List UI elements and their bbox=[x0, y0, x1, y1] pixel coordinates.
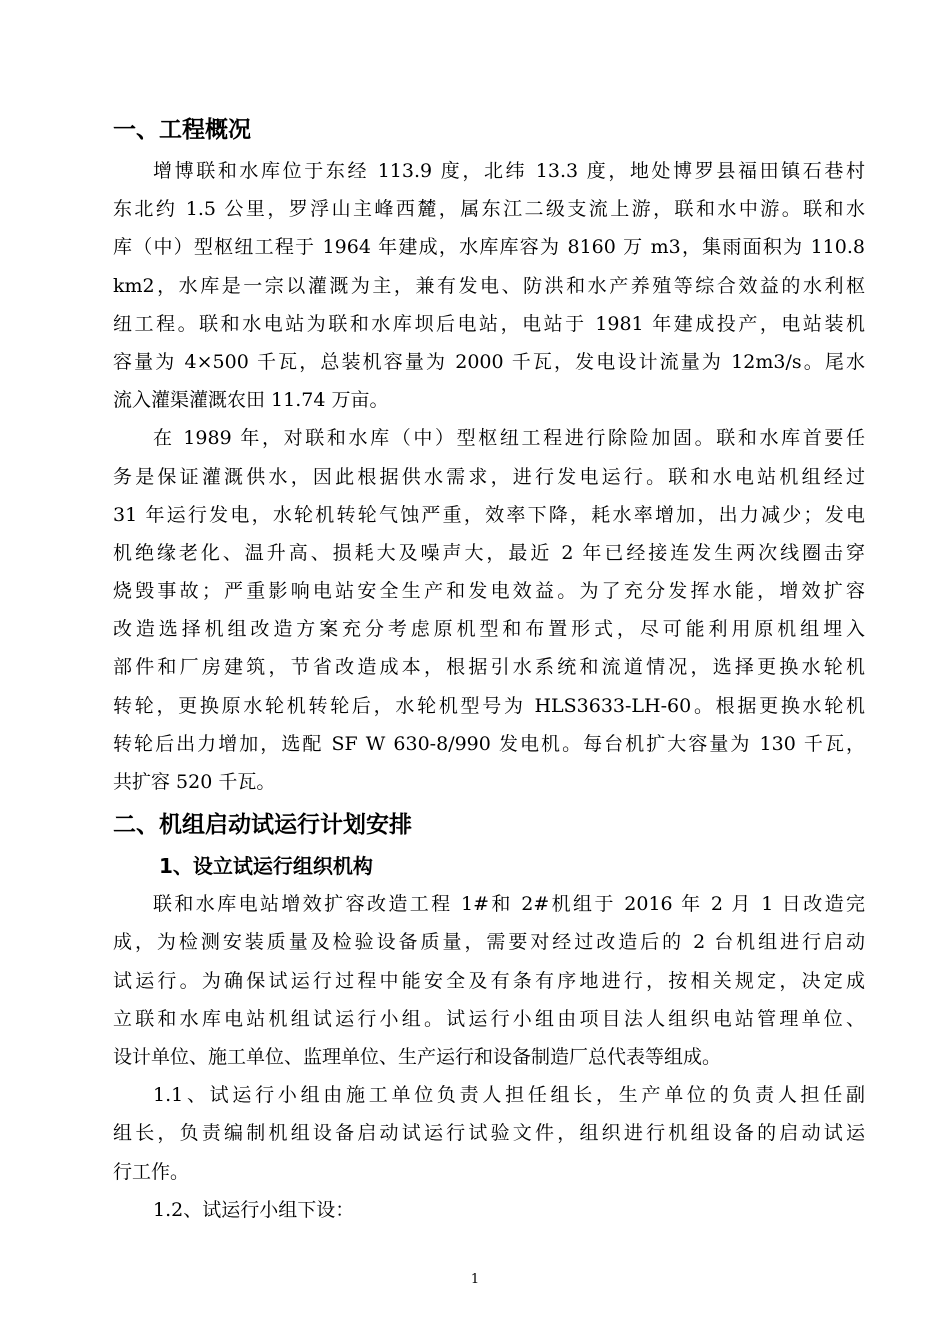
list-item-1-1 bbox=[113, 1076, 865, 1191]
text-line: 设计单位、施工单位、监理单位、生产运行和设备制造厂总代表等组成。 bbox=[113, 1045, 722, 1068]
text-line: 转轮后出力增加，选配 SF W 630-8/990 发电机。每台机扩大容量为 130 千瓦， bbox=[113, 732, 865, 755]
text-line: 联和水库电站增效扩容改造工程 1#和 2#机组于 2016 年 2 月 1 日改造完 bbox=[153, 893, 865, 916]
list-item-1-2 bbox=[113, 1191, 865, 1229]
paragraph-organization bbox=[113, 885, 865, 1076]
section-heading-overview: 一、工程概况 bbox=[113, 117, 251, 143]
page-content bbox=[113, 108, 865, 1229]
section-heading-commissioning-plan: 二、机组启动试运行计划安排 bbox=[113, 812, 412, 839]
subsection-heading-organization: 1、设立试运行组织机构 bbox=[159, 854, 373, 879]
text-line: 共扩容 520 千瓦。 bbox=[113, 771, 276, 793]
text-line: 部件和厂房建筑，节省改造成本，根据引水系统和流道情况，选择更换水轮机 bbox=[113, 656, 865, 679]
text-line: 在 1989 年，对联和水库（中）型枢纽工程进行除险加固。联和水库首要任 bbox=[153, 427, 865, 450]
text-line: 东北约 1.5 公里，罗浮山主峰西麓，属东江二级支流上游，联和水中游。联和水 bbox=[113, 198, 865, 221]
paragraph-overview-1 bbox=[113, 152, 865, 419]
text-line: 试运行。为确保试运行过程中能安全及有条有序地进行，按相关规定，决定成 bbox=[113, 969, 865, 992]
text-line: 1.1、试运行小组由施工单位负责人担任组长，生产单位的负责人担任副 bbox=[153, 1084, 865, 1107]
text-line: 烧毁事故；严重影响电站安全生产和发电效益。为了充分发挥水能，增效扩容 bbox=[113, 580, 865, 603]
text-line: 成，为检测安装质量及检验设备质量，需要对经过改造后的 2 台机组进行启动 bbox=[113, 931, 865, 954]
text-line: 增博联和水库位于东经 113.9 度，北纬 13.3 度，地处博罗县福田镇石巷村 bbox=[153, 160, 865, 182]
page-number: 1 bbox=[470, 1272, 480, 1287]
text-line: 转轮，更换原水轮机转轮后，水轮机型号为 HLS3633-LH-60。根据更换水轮机 bbox=[113, 694, 865, 717]
text-line: 1.2、试运行小组下设： bbox=[153, 1198, 355, 1221]
text-line: 流入灌渠灌溉农田 11.74 万亩。 bbox=[113, 389, 389, 412]
text-line: km2，水库是一宗以灌溉为主，兼有发电、防洪和水产养殖等综合效益的水利枢 bbox=[113, 274, 865, 297]
paragraph-overview-2 bbox=[113, 419, 865, 801]
text-line: 行工作。 bbox=[113, 1160, 190, 1183]
text-line: 容量为 4×500 千瓦，总装机容量为 2000 千瓦，发电设计流量为 12m3/s。尾水 bbox=[113, 350, 865, 373]
text-line: 纽工程。联和水电站为联和水库坝后电站，电站于 1981 年建成投产，电站装机 bbox=[113, 312, 865, 335]
text-line: 库（中）型枢纽工程于 1964 年建成，水库库容为 8160 万 m3，集雨面积为 110.8 bbox=[113, 236, 865, 259]
text-line: 务是保证灌溉供水，因此根据供水需求，进行发电运行。联和水电站机组经过 bbox=[113, 465, 865, 488]
text-line: 机绝缘老化、温升高、损耗大及噪声大，最近 2 年已经接连发生两次线圈击穿 bbox=[113, 541, 865, 564]
text-line: 31 年运行发电，水轮机转轮气蚀严重，效率下降，耗水率增加，出力减少；发电 bbox=[113, 503, 865, 526]
text-line: 立联和水库电站机组试运行小组。试运行小组由项目法人组织电站管理单位、 bbox=[113, 1007, 865, 1030]
text-line: 改造选择机组改造方案充分考虑原机型和布置形式，尽可能利用原机组埋入 bbox=[113, 618, 865, 641]
text-line: 组长，负责编制机组设备启动试运行试验文件，组织进行机组设备的启动试运 bbox=[113, 1122, 865, 1145]
